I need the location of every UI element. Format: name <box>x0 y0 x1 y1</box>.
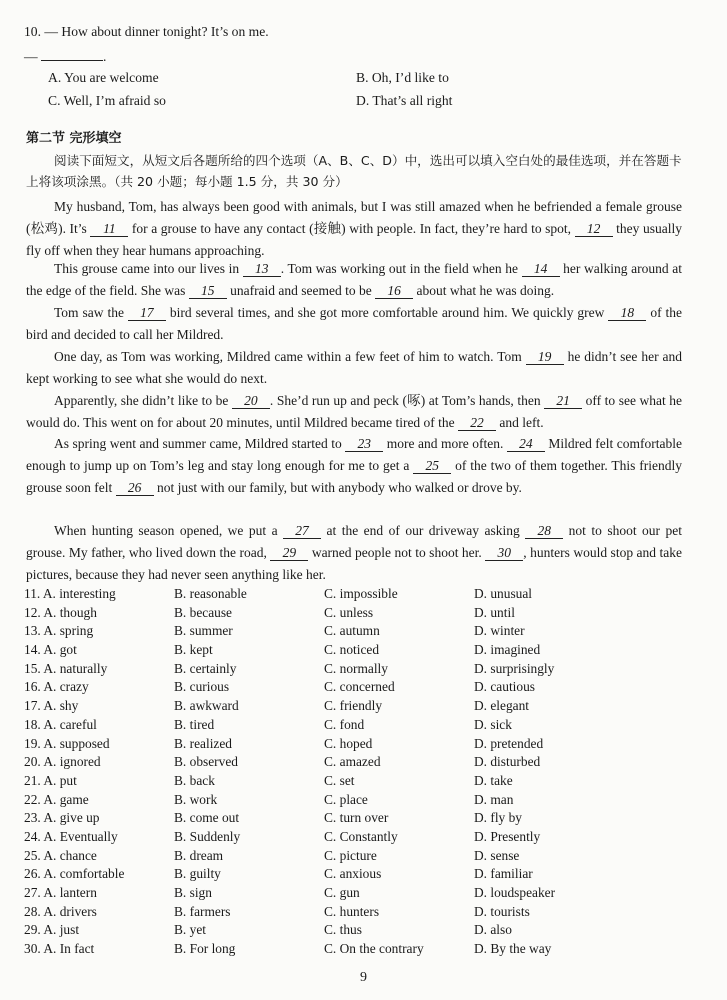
option-choice[interactable]: B. back <box>174 772 215 788</box>
option-choice[interactable]: B. dream <box>174 847 224 863</box>
passage-text: and left. <box>496 414 544 430</box>
option-choice[interactable]: 16. A. crazy <box>24 679 89 695</box>
blank-21[interactable]: 21 <box>544 394 582 409</box>
page-number: 9 <box>360 970 367 985</box>
options-table <box>24 586 684 960</box>
passage-text: bird several times, and she got more comfortable around him. We quickly grew <box>165 305 609 320</box>
blank-12[interactable]: 12 <box>575 222 613 237</box>
option-choice[interactable]: B. sign <box>174 885 212 900</box>
option-choice[interactable]: C. noticed <box>324 642 380 658</box>
option-choice[interactable]: 24. A. Eventually <box>24 828 118 844</box>
option-choice[interactable]: B. reasonable <box>174 586 247 601</box>
option-choice[interactable]: 15. A. naturally <box>24 660 108 676</box>
q10-option-a[interactable]: A. You are welcome <box>48 70 159 85</box>
blank-23[interactable]: 23 <box>345 437 383 452</box>
option-choice[interactable]: D. Presently <box>474 828 541 844</box>
option-row <box>24 605 684 624</box>
passage-text: . She’d run up and peck (啄) at Tom’s hands, then <box>269 393 545 408</box>
option-row <box>24 885 684 904</box>
option-choice[interactable]: C. turn over <box>324 810 389 826</box>
option-choice[interactable]: D. until <box>474 604 515 620</box>
option-choice[interactable]: C. hunters <box>324 903 380 919</box>
option-choice[interactable]: C. place <box>324 791 368 807</box>
passage-text: One day, as Tom was working, Mildred came within a few feet of him to watch. Tom <box>54 349 526 364</box>
option-choice[interactable]: D. disturbed <box>474 754 541 770</box>
blank-17[interactable]: 17 <box>128 306 166 321</box>
option-choice[interactable]: 22. A. game <box>24 791 89 807</box>
option-choice[interactable]: 26. A. comfortable <box>24 866 125 882</box>
option-row <box>24 941 684 960</box>
section-instructions: 阅读下面短文，从短文后各题所给的四个选项（A、B、C、D）中，选出可以填入空白处的最佳选项，并在答题卡上将该项涂黑。（共 20 小题；每小题 1.5 分，共 30 分） <box>26 153 682 189</box>
option-choice[interactable]: C. set <box>324 772 355 788</box>
option-choice[interactable]: 20. A. ignored <box>24 754 101 770</box>
option-choice[interactable]: B. curious <box>174 679 230 695</box>
option-choice[interactable]: B. yet <box>174 922 206 938</box>
option-choice[interactable]: B. guilty <box>174 866 221 882</box>
option-row <box>24 922 684 941</box>
option-row <box>24 829 684 848</box>
passage-text: not to shoot our pet grouse. My father, who lived down the road, <box>26 523 682 560</box>
option-choice[interactable]: 13. A. spring <box>24 623 94 639</box>
option-row <box>24 623 684 642</box>
option-choice[interactable]: 12. A. though <box>24 604 97 620</box>
blank-25[interactable]: 25 <box>413 459 451 474</box>
option-choice[interactable]: 27. A. lantern <box>24 885 97 900</box>
option-choice[interactable]: B. observed <box>174 754 238 770</box>
option-choice[interactable]: 21. A. put <box>24 772 77 788</box>
blank-26[interactable]: 26 <box>116 481 154 496</box>
option-choice[interactable]: 28. A. drivers <box>24 903 97 919</box>
option-row <box>24 679 684 698</box>
passage-text: not just with our family, but with anybody who walked or drove by. <box>153 479 522 495</box>
option-choice[interactable]: B. For long <box>174 941 236 957</box>
passage-text: As spring went and summer came, Mildred started to <box>54 436 346 451</box>
passage-paragraph-7 <box>26 520 682 585</box>
option-choice[interactable]: C. fond <box>324 716 365 732</box>
passage-text: This grouse came into our lives in <box>54 261 243 276</box>
blank-18[interactable]: 18 <box>608 306 646 321</box>
passage-paragraph-1 <box>26 196 682 261</box>
option-choice[interactable]: 11. A. interesting <box>24 586 116 601</box>
blank-29[interactable]: 29 <box>270 546 308 561</box>
passage-text: for a grouse to have any contact (接触) with people. In fact, they’re hard to spot, <box>128 220 575 236</box>
option-choice[interactable]: 17. A. shy <box>24 698 79 714</box>
passage-paragraph-3 <box>26 302 682 346</box>
passage-text: about what he was doing. <box>413 282 555 298</box>
passage-text: of the two of them together. This friendly grouse soon felt <box>26 457 682 495</box>
passage-text: , hunters would stop and take pictures, because they had never seen anything like her. <box>26 544 682 582</box>
blank-30[interactable]: 30 <box>485 546 523 561</box>
option-choice[interactable]: B. come out <box>174 810 240 826</box>
option-choice[interactable]: C. concerned <box>324 679 395 695</box>
passage-paragraph-4 <box>26 346 682 390</box>
option-choice[interactable]: 25. A. chance <box>24 847 97 863</box>
option-row <box>24 773 684 792</box>
blank-27[interactable]: 27 <box>283 524 321 539</box>
passage-text: he didn’t see her and kept working to see what she would do next. <box>26 349 682 386</box>
option-choice[interactable]: 30. A. In fact <box>24 941 95 957</box>
option-choice[interactable]: 14. A. got <box>24 642 77 658</box>
option-choice[interactable]: B. awkward <box>174 698 239 714</box>
option-choice[interactable]: D. man <box>474 791 514 807</box>
q10-option-b[interactable]: B. Oh, I’d like to <box>356 70 449 85</box>
option-choice[interactable]: D. familiar <box>474 866 533 882</box>
option-choice[interactable]: B. certainly <box>174 660 237 676</box>
question-10-stem: 10. — How about dinner tonight? It’s on me. <box>24 24 269 39</box>
passage-text: Tom saw the <box>54 305 128 320</box>
option-choice[interactable]: C. autumn <box>324 623 380 639</box>
option-choice[interactable]: D. winter <box>474 623 525 639</box>
option-choice[interactable]: 19. A. supposed <box>24 735 110 751</box>
passage-paragraph-2 <box>26 258 682 302</box>
option-choice[interactable]: D. imagined <box>474 642 541 658</box>
option-row <box>24 698 684 717</box>
option-choice[interactable]: B. tired <box>174 716 215 732</box>
option-choice[interactable]: D. unusual <box>474 586 533 601</box>
answer-blank <box>41 48 103 61</box>
passage-text: unafraid and seemed to be <box>226 282 376 298</box>
option-choice[interactable]: B. work <box>174 791 218 807</box>
blank-15[interactable]: 15 <box>189 284 227 299</box>
option-choice[interactable]: D. fly by <box>474 810 522 826</box>
option-choice[interactable]: C. picture <box>324 847 377 863</box>
option-choice[interactable]: C. amazed <box>324 754 381 770</box>
question-10-response-line: — . <box>24 49 107 64</box>
passage-text: they usually fly off when they hear humans approaching. <box>26 220 682 258</box>
option-choice[interactable]: 18. A. careful <box>24 716 97 732</box>
option-choice[interactable]: D. sick <box>474 716 512 732</box>
option-choice[interactable]: C. Constantly <box>324 828 398 844</box>
option-choice[interactable]: D. loudspeaker <box>474 885 556 900</box>
blank-14[interactable]: 14 <box>522 262 560 277</box>
option-choice[interactable]: C. friendly <box>324 698 383 714</box>
blank-16[interactable]: 16 <box>375 284 413 299</box>
q10-option-c[interactable]: C. Well, I’m afraid so <box>48 93 166 108</box>
blank-24[interactable]: 24 <box>507 437 545 452</box>
option-choice[interactable]: C. impossible <box>324 586 398 601</box>
option-choice[interactable]: C. thus <box>324 922 362 938</box>
option-choice[interactable]: C. hoped <box>324 735 373 751</box>
passage-text: . Tom was working out in the field when he <box>280 261 522 276</box>
blank-28[interactable]: 28 <box>525 524 563 539</box>
option-row <box>24 792 684 811</box>
option-choice[interactable]: B. realized <box>174 735 232 751</box>
option-choice[interactable]: D. cautious <box>474 679 535 695</box>
blank-13[interactable]: 13 <box>243 262 281 277</box>
option-row <box>24 736 684 755</box>
option-choice[interactable]: 29. A. just <box>24 922 80 938</box>
option-choice[interactable]: C. unless <box>324 604 374 620</box>
blank-20[interactable]: 20 <box>232 394 270 409</box>
passage-text: of the bird and decided to call her Mildred. <box>26 305 683 342</box>
option-row <box>24 661 684 680</box>
section-title: 第二节 完形填空 <box>26 131 122 146</box>
passage-paragraph-6 <box>26 433 682 498</box>
passage-paragraph-5 <box>26 390 682 434</box>
blank-22[interactable]: 22 <box>458 416 496 431</box>
passage-text: When hunting season opened, we put a <box>54 523 284 538</box>
option-choice[interactable]: D. also <box>474 922 512 938</box>
passage-text: at the end of our driveway asking <box>321 523 526 538</box>
option-choice[interactable]: C. gun <box>324 885 360 900</box>
option-choice[interactable]: C. normally <box>324 660 388 676</box>
q10-option-d[interactable]: D. That’s all right <box>356 93 453 108</box>
passage-text: off to see what he would do. This went on for about 20 minutes, until Mildred became tired of the <box>26 393 682 430</box>
option-choice[interactable]: C. anxious <box>324 866 382 882</box>
passage-text: her walking around at the edge of the field. She was <box>26 261 682 298</box>
option-row <box>24 810 684 829</box>
option-row <box>24 848 684 867</box>
option-choice[interactable]: B. kept <box>174 642 213 658</box>
option-choice[interactable]: D. pretended <box>474 735 544 751</box>
passage-text: My husband, Tom, has always been good with animals, but I was still amazed when he befriended a female grouse (松鸡). It’s <box>26 199 682 236</box>
option-choice[interactable]: D. By the way <box>474 941 552 957</box>
option-choice[interactable]: B. because <box>174 604 233 620</box>
blank-19[interactable]: 19 <box>526 350 564 365</box>
option-choice[interactable]: D. surprisingly <box>474 660 555 676</box>
option-choice[interactable]: C. On the contrary <box>324 941 424 957</box>
option-choice[interactable]: B. Suddenly <box>174 828 241 844</box>
option-choice[interactable]: B. summer <box>174 623 233 639</box>
option-choice[interactable]: D. sense <box>474 847 520 863</box>
blank-11[interactable]: 11 <box>90 222 128 237</box>
option-row <box>24 754 684 773</box>
dash: — <box>24 49 38 64</box>
option-choice[interactable]: D. take <box>474 772 513 788</box>
passage-text: more and more often. <box>383 436 507 451</box>
option-choice[interactable]: D. elegant <box>474 698 530 714</box>
passage-text: warned people not to shoot her. <box>308 544 486 560</box>
option-choice[interactable]: D. tourists <box>474 903 530 919</box>
option-row <box>24 642 684 661</box>
passage-text: Mildred felt comfortable enough to jump up on Tom’s leg and stay long enough for me to get a <box>26 436 683 473</box>
option-choice[interactable]: 23. A. give up <box>24 810 100 826</box>
option-row <box>24 866 684 885</box>
option-row <box>24 586 684 605</box>
option-row <box>24 904 684 923</box>
option-row <box>24 717 684 736</box>
option-choice[interactable]: B. farmers <box>174 903 231 919</box>
passage-text: Apparently, she didn’t like to be <box>54 393 232 408</box>
